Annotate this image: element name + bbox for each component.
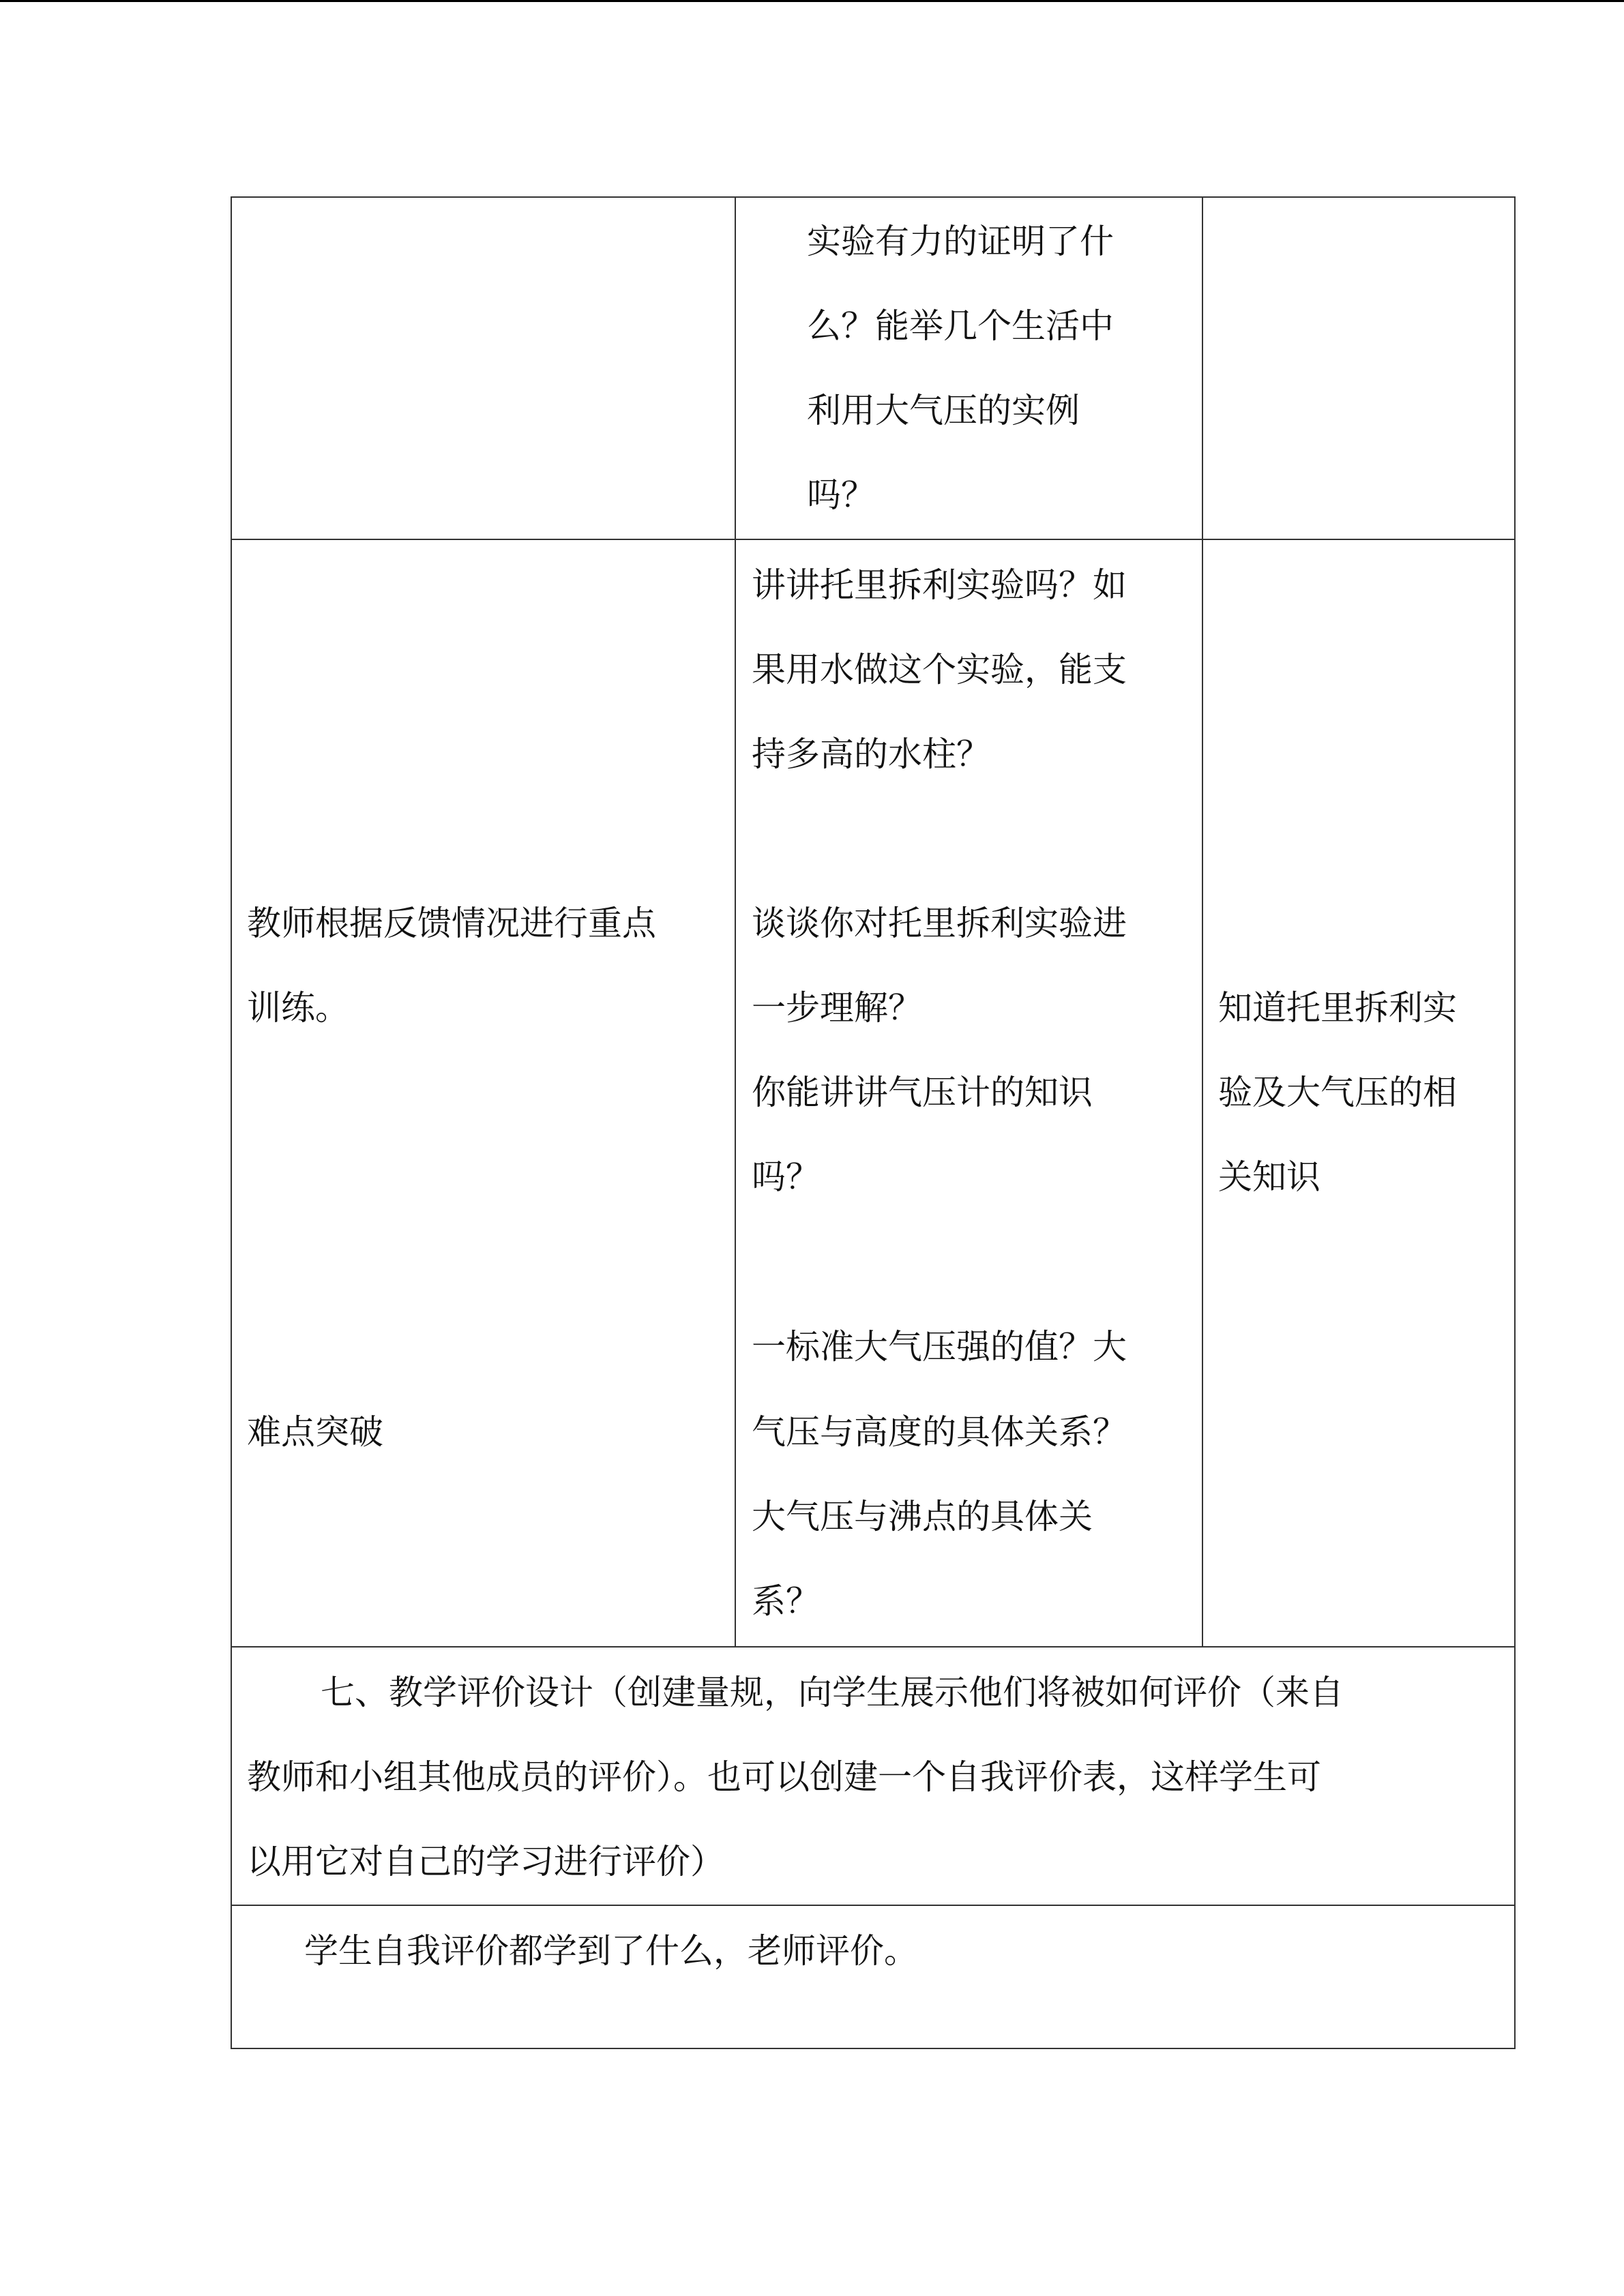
column-divider-2	[1202, 198, 1203, 1646]
row2-middle-line: 持多高的水柱？	[752, 734, 990, 774]
row3-line: 七、教学评价设计（创建量规，向学生展示他们将被如何评价（来自	[321, 1673, 1344, 1712]
row-divider-1	[232, 539, 1514, 540]
row2-middle-line: 果用水做这个实验，能支	[752, 650, 1127, 689]
row1-middle-line: 吗？	[807, 475, 875, 515]
row2-left-line: 训练。	[247, 988, 349, 1028]
row2-middle-line: 讲讲托里拆利实验吗？如	[752, 565, 1127, 605]
row4-line: 学生自我评价都学到了什么，老师评价。	[304, 1931, 918, 1971]
row2-middle-line: 一步理解？	[752, 988, 922, 1028]
lesson-plan-table	[231, 196, 1516, 2049]
row2-left-line: 难点突破	[247, 1412, 383, 1452]
row2-right-line: 知道托里拆利实	[1218, 988, 1457, 1028]
row2-left-line: 教师根据反馈情况进行重点	[247, 904, 656, 943]
row2-middle-line: 谈谈你对托里拆利实验进	[752, 904, 1127, 943]
page-top-border	[0, 0, 1624, 2]
column-divider-1	[735, 198, 736, 1646]
row2-right-line: 验及大气压的相	[1218, 1073, 1457, 1112]
row3-line: 以用它对自己的学习进行评价）	[247, 1842, 724, 1881]
row1-middle-line: 么？能举几个生活中	[807, 306, 1114, 346]
row1-middle-line: 实验有力的证明了什	[807, 222, 1114, 261]
row2-middle-line: 你能讲讲气压计的知识	[752, 1073, 1093, 1112]
row2-middle-line: 气压与高度的具体关系？	[752, 1412, 1127, 1452]
row2-middle-line: 大气压与沸点的具体关	[752, 1497, 1093, 1536]
row2-right-line: 关知识	[1218, 1157, 1320, 1197]
row2-middle-line: 一标准大气压强的值？大	[752, 1327, 1127, 1367]
row1-middle-line: 利用大气压的实例	[807, 391, 1080, 430]
row2-middle-line: 系？	[752, 1581, 820, 1621]
row-divider-3	[232, 1905, 1514, 1906]
row2-middle-line: 吗？	[752, 1157, 820, 1197]
row3-line: 教师和小组其他成员的评价）。也可以创建一个自我评价表，这样学生可	[247, 1757, 1321, 1797]
row-divider-2	[232, 1646, 1514, 1648]
